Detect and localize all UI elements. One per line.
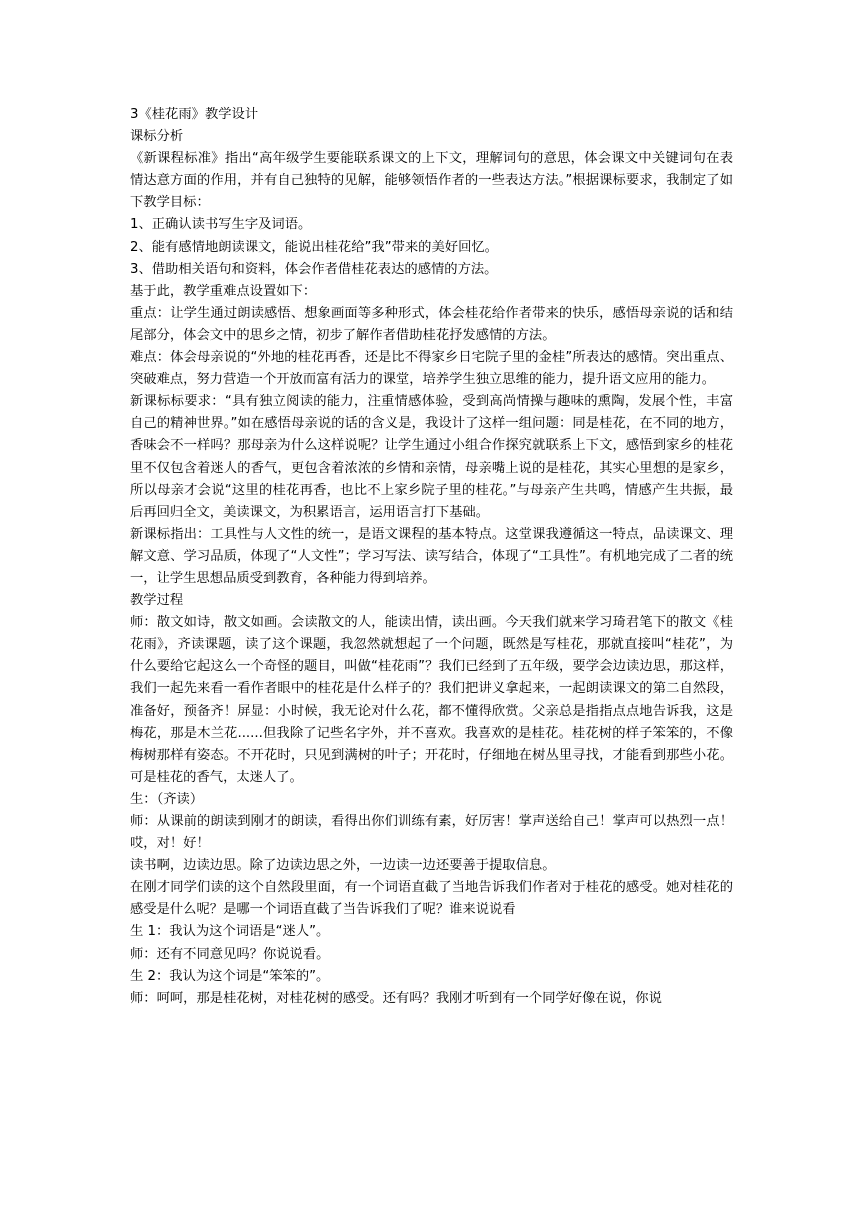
paragraph: 读书啊，边读边思。除了边读边思之外，一边读一边还要善于提取信息。 (130, 858, 556, 874)
paragraph: 新课标指出：工具性与人文性的统一，是语文课程的基本特点。这堂课我遵循这一特点，品读课文、理解文意、学习品质，体现了“人文性”；学习写法、读写结合，体现了“工具性”。有机地完成了二者的统一，让学生思想品质受到教育，各种能力得到培养。 (130, 526, 733, 586)
list-item: 1、正确认读书写生字及词语。 (130, 217, 312, 233)
paragraph: 师：从课前的朗读到刚才的朗读，看得出你们训练有素，好厉害！掌声送给自己！掌声可以热烈一点！哎，对！好！ (130, 814, 733, 852)
paragraph: 在刚才同学们读的这个自然段里面，有一个词语直截了当地告诉我们作者对于桂花的感受。她对桂花的感受是什么呢？是哪一个词语直截了当告诉我们了呢？谁来说说看 (130, 880, 733, 918)
section-heading: 课标分析 (130, 129, 184, 145)
paragraph: 生 1：我认为这个词语是“迷人”。 (130, 924, 330, 940)
document-body (130, 104, 733, 1010)
paragraph: 新课标标要求：“具有独立阅读的能力，注重情感体验，受到高尚情操与趣味的熏陶，发展个性，丰富自己的精神世界。”如在感悟母亲说的话的含义是，我设计了这样一组问题：同是桂花，在不同的地方，香味会不一样吗？那母亲为什么这样说呢？让学生通过小组合作探究就联系上下文，感悟到家乡的桂花里不仅包含着迷人的香气，更包含着浓浓的乡情和亲情，母亲嘴上说的是桂花，其实心里想的是家乡，所以母亲才会说“这里的桂花再香，也比不上家乡院子里的桂花。”与母亲产生共鸣，情感产生共振，最后再回归全文，美读课文，为积累语言，运用语言打下基础。 (130, 394, 733, 520)
section-heading: 教学过程 (130, 593, 184, 609)
list-item: 3、借助相关语句和资料，体会作者借桂花表达的感情的方法。 (130, 261, 498, 277)
paragraph: 生：（齐读） (130, 791, 204, 807)
list-item: 2、能有感情地朗读课文，能说出桂花给”我”带来的美好回忆。 (130, 239, 498, 255)
doc-title: 3《桂花雨》教学设计 (130, 107, 259, 122)
paragraph: 生 2：我认为这个词是“笨笨的”。 (130, 968, 330, 984)
paragraph: 师：还有不同意见吗？你说说看。 (130, 946, 330, 962)
paragraph: 师：呵呵，那是桂花树，对桂花树的感受。还有吗？我刚才听到有一个同学好像在说，你说 (130, 990, 662, 1006)
paragraph: 重点：让学生通过朗读感悟、想象画面等多种形式，体会桂花给作者带来的快乐，感悟母亲说的话和结尾部分，体会文中的思乡之情，初步了解作者借助桂花抒发感情的方法。 (130, 305, 733, 343)
paragraph: 难点：体会母亲说的“外地的桂花再香，还是比不得家乡日宅院子里的金桂”所表达的感情。突出重点、突破难点，努力营造一个开放而富有活力的课堂，培养学生独立思维的能力，提升语文应用的能力。 (130, 350, 733, 388)
paragraph: 基于此，教学重难点设置如下： (130, 283, 317, 299)
paragraph: 《新课程标准》指出“高年级学生要能联系课文的上下文，理解词句的意思，体会课文中关键词句在表情达意方面的作用，并有自己独特的见解，能够领悟作者的一些表达方法。”根据课标要求，我制定了如下教学目标： (130, 151, 733, 211)
paragraph: 师：散文如诗，散文如画。会读散文的人，能读出情，读出画。今天我们就来学习琦君笔下的散文《桂花雨》，齐读课题，读了这个课题，我忽然就想起了一个问题，既然是写桂花，那就直接叫“桂花”，为什么要给它起这么一个奇怪的题目，叫做“桂花雨”？我们已经到了五年级，要学会边读边思，那这样，我们一起先来看一看作者眼中的桂花是什么样子的？我们把讲义拿起来，一起朗读课文的第二自然段，准备好，预备齐！屏显：小时候，我无论对什么花，都不懂得欣赏。父亲总是指指点点地告诉我，这是梅花，那是木兰花......但我除了记些名字外，并不喜欢。我喜欢的是桂花。桂花树的样子笨笨的，不像梅树那样有姿态。不开花时，只见到满树的叶子；开花时，仔细地在树丛里寻找，才能看到那些小花。可是桂花的香气，太迷人了。 (130, 615, 733, 785)
